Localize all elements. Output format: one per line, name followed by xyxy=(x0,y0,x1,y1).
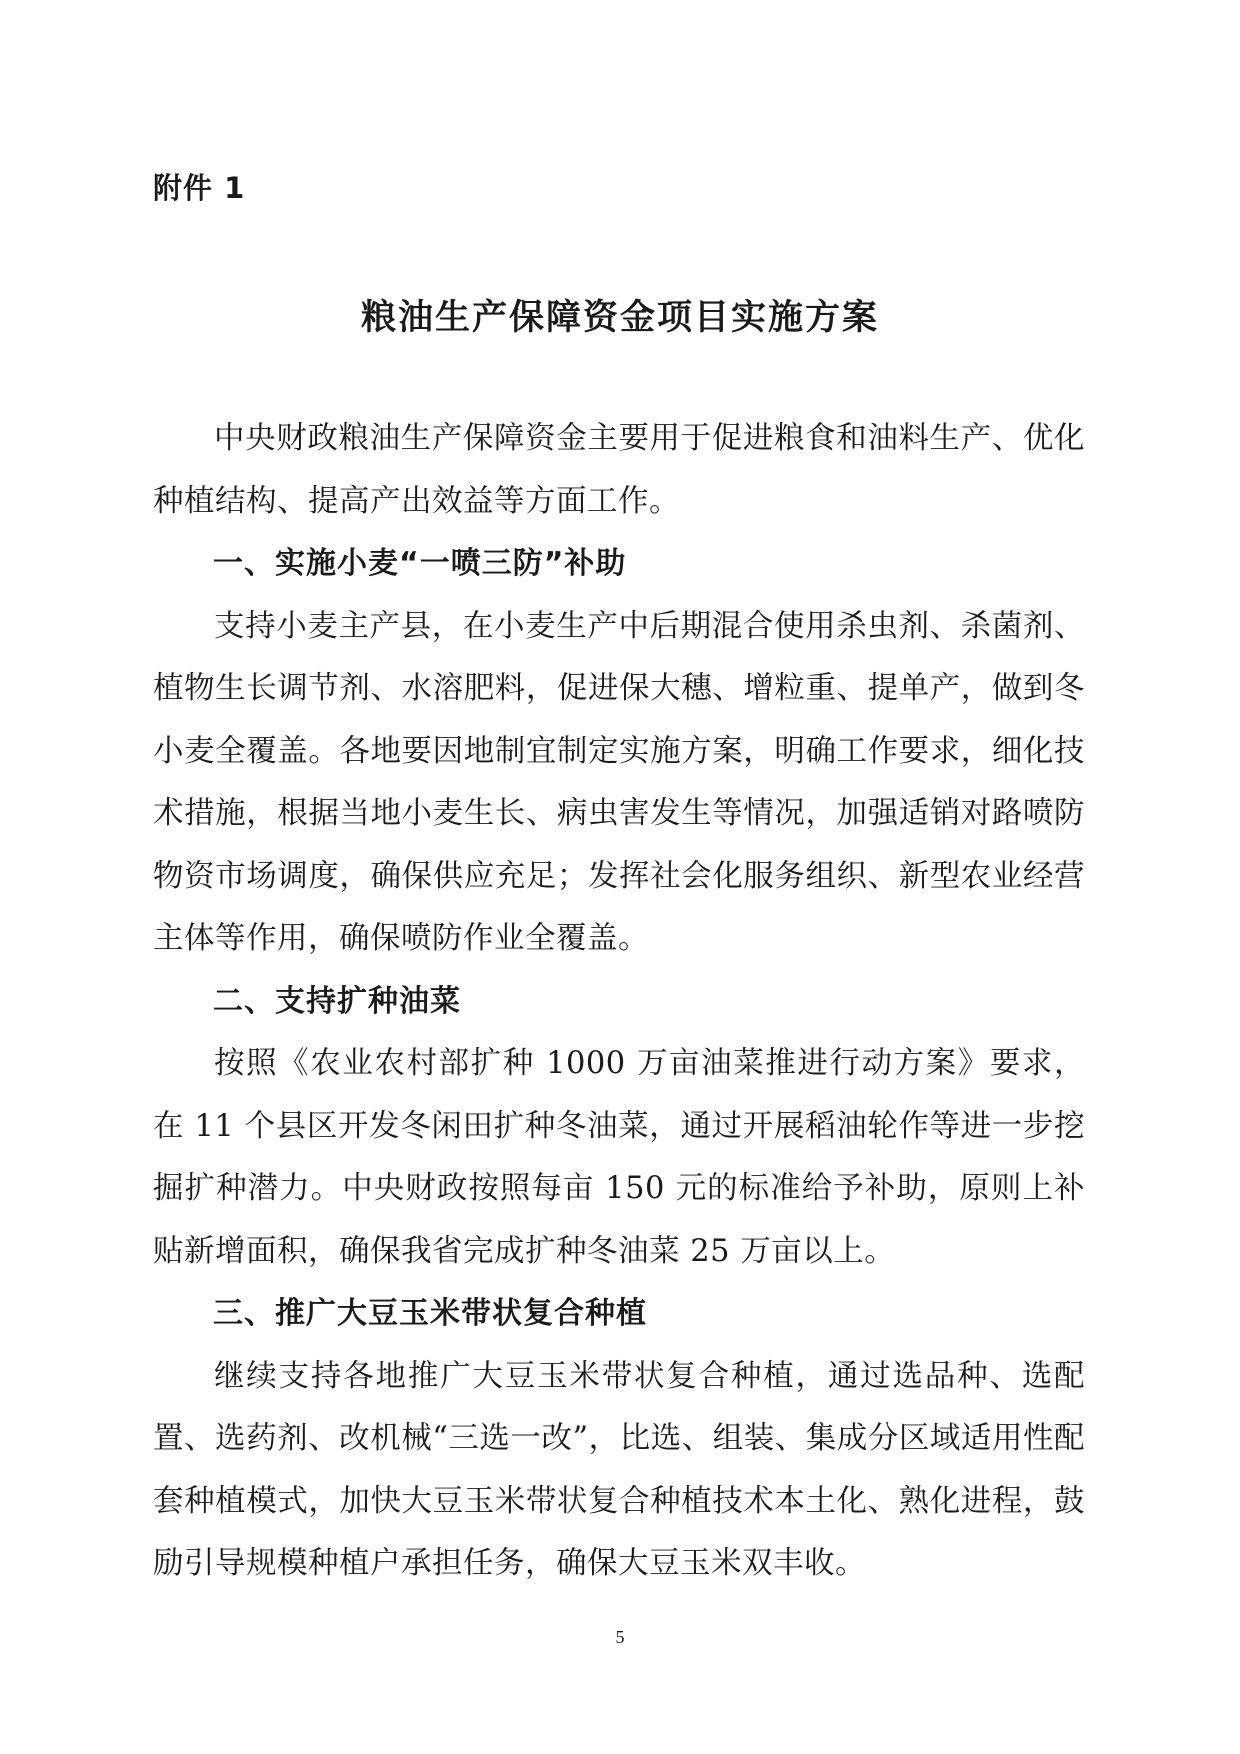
document-title: 粮油生产保障资金项目实施方案 xyxy=(360,298,879,338)
document-body xyxy=(153,408,1085,1596)
section-heading-2: 二、支持扩种油菜 xyxy=(213,983,461,1019)
section-heading-3: 三、推广大豆玉米带状复合种植 xyxy=(213,1296,647,1331)
section-body-2: 按照《农业农村部扩种 1000 万亩油菜推进行动方案》要求，在 11 个县区开发冬闲田扩种冬油菜，通过开展稻油轮作等进一步挖掘扩种潜力。中央财政按照每亩 150 元的标准给予补助，原则上补贴新增面积，确保我省完成扩种冬油菜 25 万亩以上。 xyxy=(153,1046,1085,1269)
intro-paragraph: 中央财政粮油生产保障资金主要用于促进粮食和油料生产、优化种植结构、提高产出效益等方面工作。 xyxy=(153,421,1085,519)
page-number: 5 xyxy=(615,1627,625,1647)
section-heading-1: 一、实施小麦“一喷三防”补助 xyxy=(213,546,627,581)
attachment-label: 附件 1 xyxy=(153,171,246,205)
section-body-3: 继续支持各地推广大豆玉米带状复合种植，通过选品种、选配置、选药剂、改机械“三选一改”，比选、组装、集成分区域适用性配套种植模式，加快大豆玉米带状复合种植技术本土化、熟化进程，鼓励引导规模种植户承担任务，确保大豆玉米双丰收。 xyxy=(153,1358,1085,1581)
section-body-1: 支持小麦主产县，在小麦生产中后期混合使用杀虫剂、杀菌剂、植物生长调节剂、水溶肥料，促进保大穗、增粒重、提单产，做到冬小麦全覆盖。各地要因地制宜制定实施方案，明确工作要求，细化技术措施，根据当地小麦生长、病虫害发生等情况，加强适销对路喷防物资市场调度，确保供应充足；发挥社会化服务组织、新型农业经营主体等作用，确保喷防作业全覆盖。 xyxy=(153,608,1085,956)
